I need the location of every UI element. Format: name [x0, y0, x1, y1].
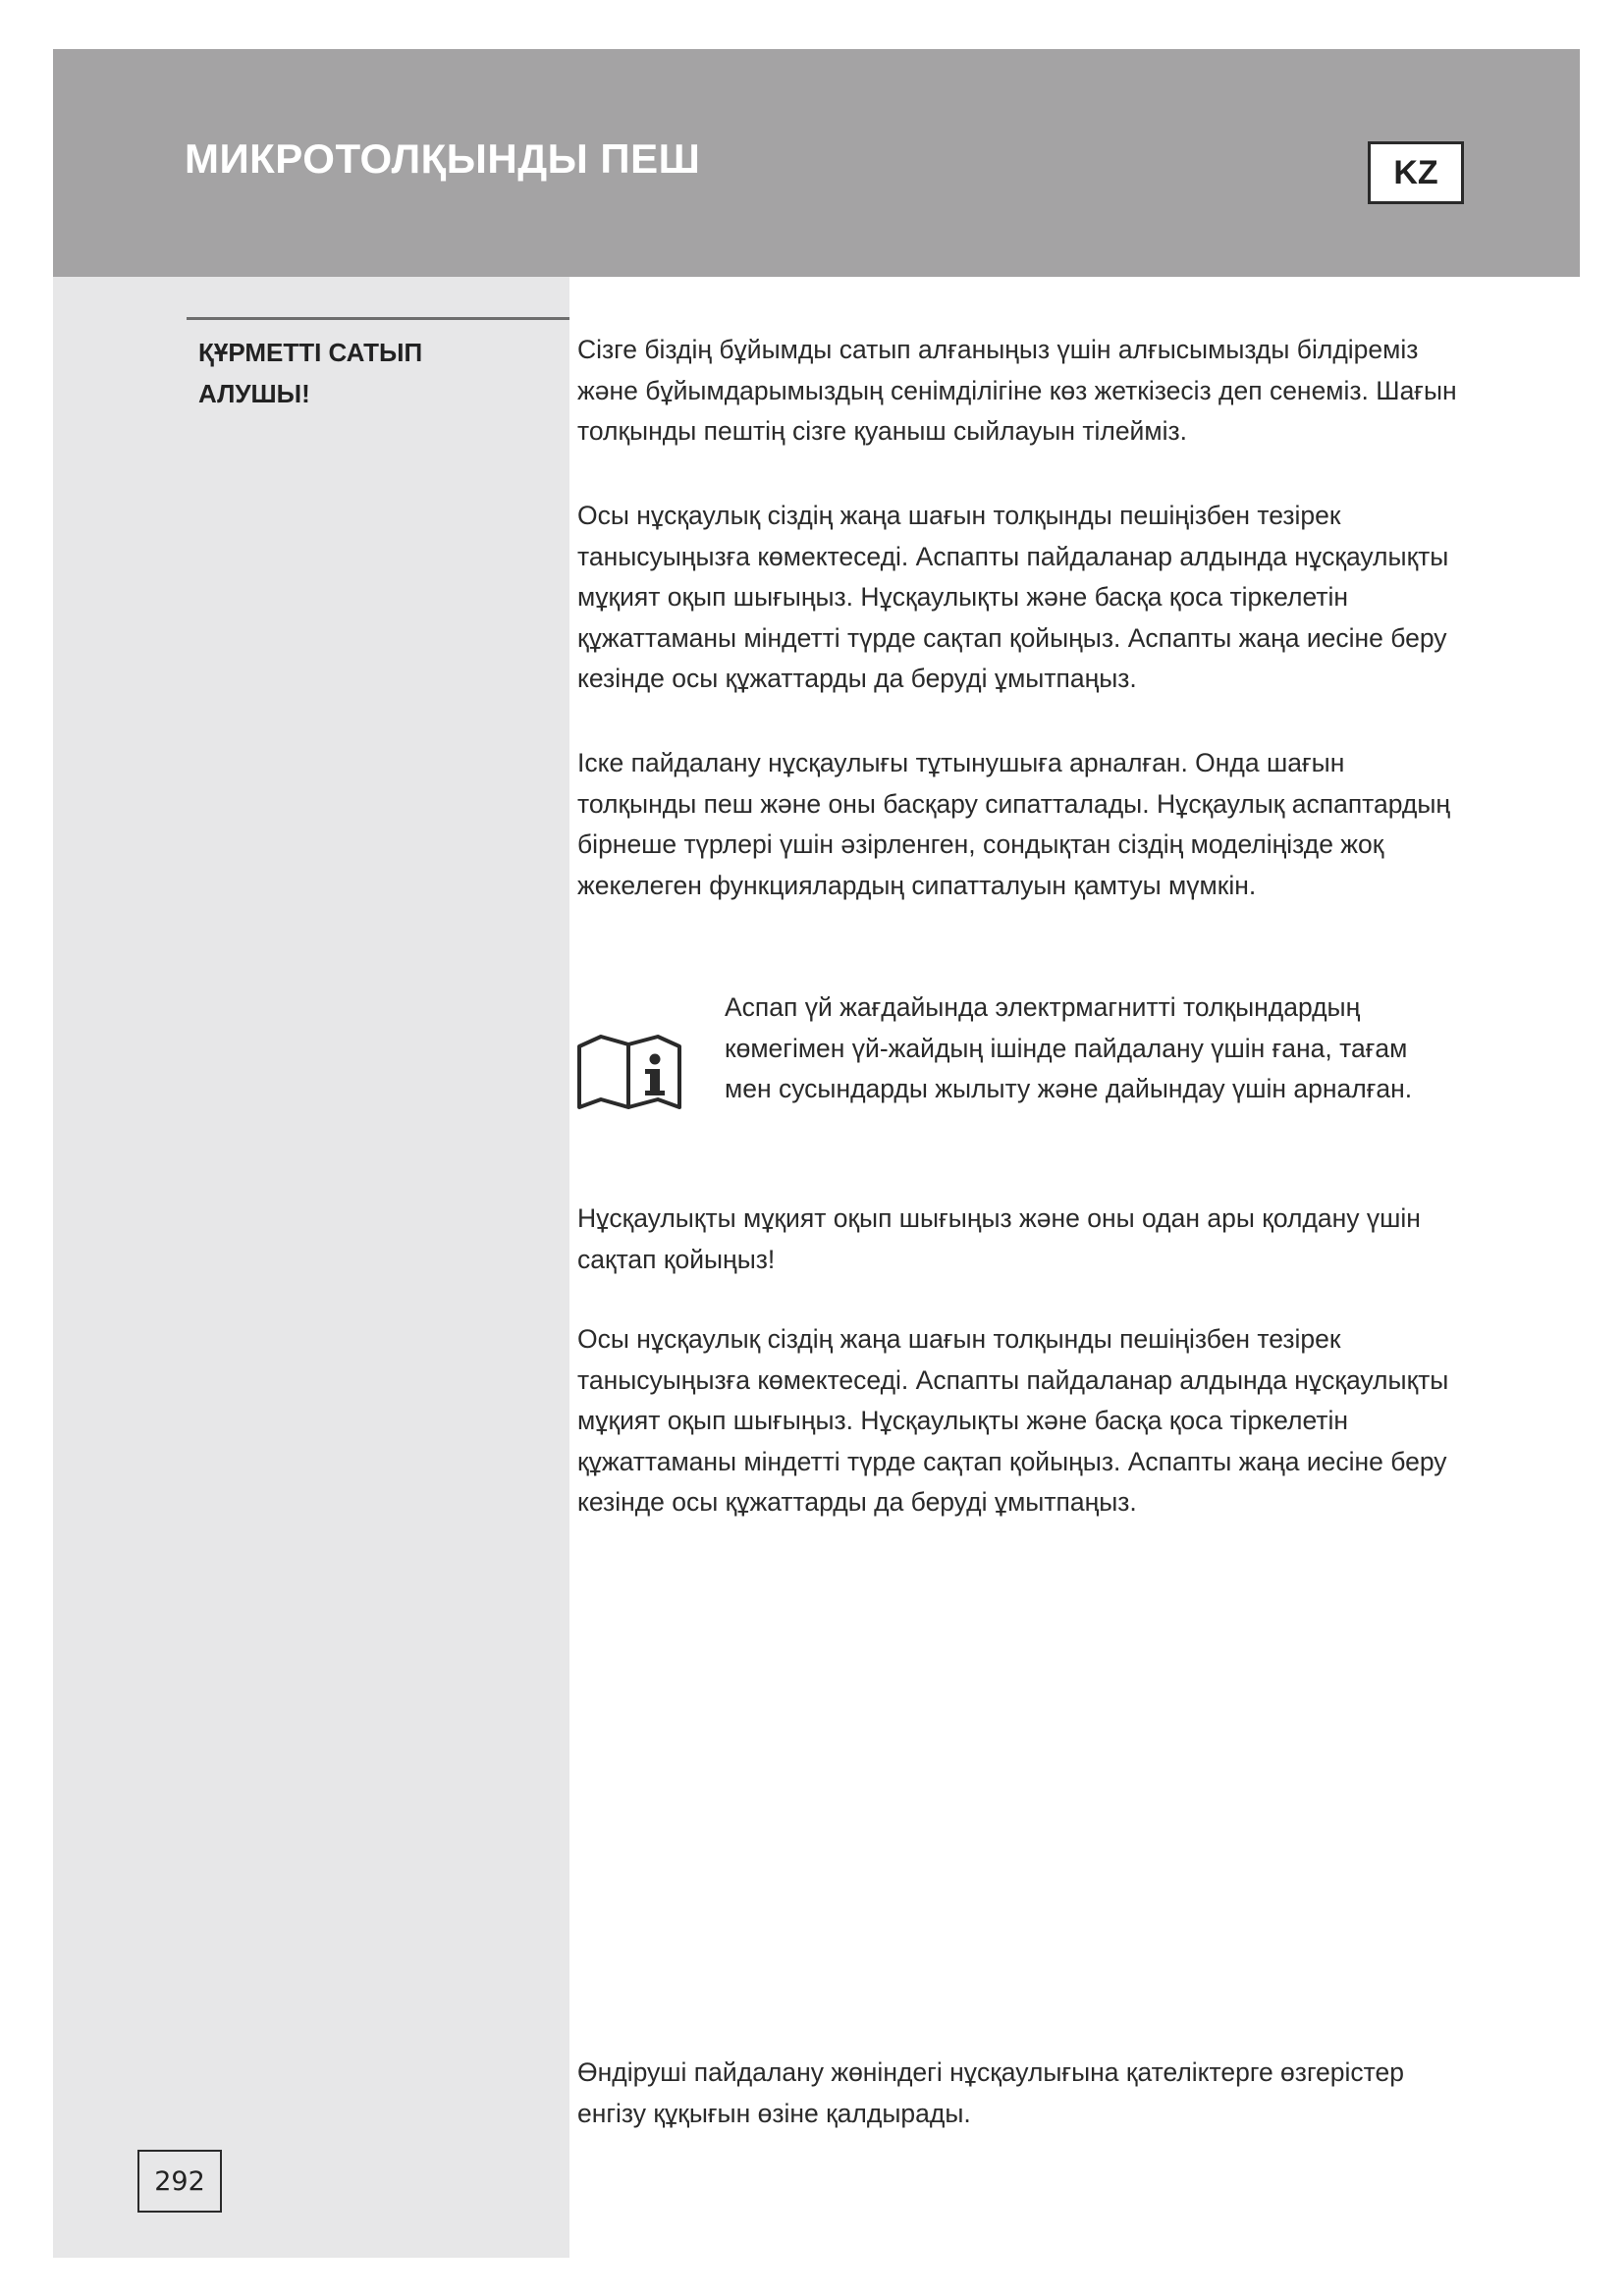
intro-paragraph: Сізге біздің бұйымды сатып алғаныңыз үшін алғысымызды білдіреміз және бұйымдарымыздың сенімділігіне көз жеткізесіз деп сенеміз. Шағын толқынды пештің сізге қуаныш сыйлауын тілейміз.: [577, 335, 1457, 447]
manual-info-icon: [575, 1031, 689, 1111]
section-heading: ҚҰРМЕТТІ САТЫП АЛУШЫ!: [198, 338, 423, 408]
guide-paragraph-repeat: Осы нұсқаулық сіздің жаңа шағын толқынды пешіңізбен тезірек танысуыңызға көмектеседі. Аспапты пайдаланар алдында нұсқаулықты мұқият оқып шығыңыз. Нұсқаулықты және басқа қоса тіркелетін құжаттаманы міндетті түрде сақтап қойыңыз. Аспапты жаңа иесіне беру кезінде осы құжаттарды да беруді ұмытпаңыз.: [577, 1324, 1449, 1518]
footer-note: Өндіруші пайдалану жөніндегі нұсқаулығына қателіктерге өзгерістер енгізу құқығын өзіне қалдырады.: [577, 2057, 1404, 2128]
reminder-paragraph: Нұсқаулықты мұқият оқып шығыңыз және оны одан ары қолдану үшін сақтап қойыңыз!: [577, 1203, 1421, 1274]
page-title: МИКРОТОЛҚЫНДЫ ПЕШ: [185, 135, 701, 182]
usage-paragraph: Іске пайдалану нұсқаулығы тұтынушыға арналған. Онда шағын толқынды пеш және оны басқару сипатталады. Нұсқаулық аспаптардың бірнеше түрлері үшін әзірленген, сондықтан сіздің моделіңізде жоқ жекелеген функциялардың сипатталуын қамтуы мүмкін.: [577, 748, 1451, 900]
language-badge: KZ: [1368, 141, 1464, 204]
sidebar-column: [53, 277, 569, 2258]
notice-text: Аспап үй жағдайында электрмагнитті толқындардың көмегімен үй-жайдың ішінде пайдалану үшін ғана, тағам мен сусындарды жылыту және дайындау үшін арналған.: [725, 992, 1413, 1104]
guide-paragraph: Осы нұсқаулық сіздің жаңа шағын толқынды пешіңізбен тезірек танысуыңызға көмектеседі. Аспапты пайдаланар алдында нұсқаулықты мұқият оқып шығыңыз. Нұсқаулықты және басқа қоса тіркелетін құжаттаманы міндетті түрде сақтап қойыңыз. Аспапты жаңа иесіне беру кезінде осы құжаттарды да беруді ұмытпаңыз.: [577, 501, 1449, 694]
sidebar-divider: [187, 317, 569, 320]
page-number: 292: [137, 2150, 222, 2213]
